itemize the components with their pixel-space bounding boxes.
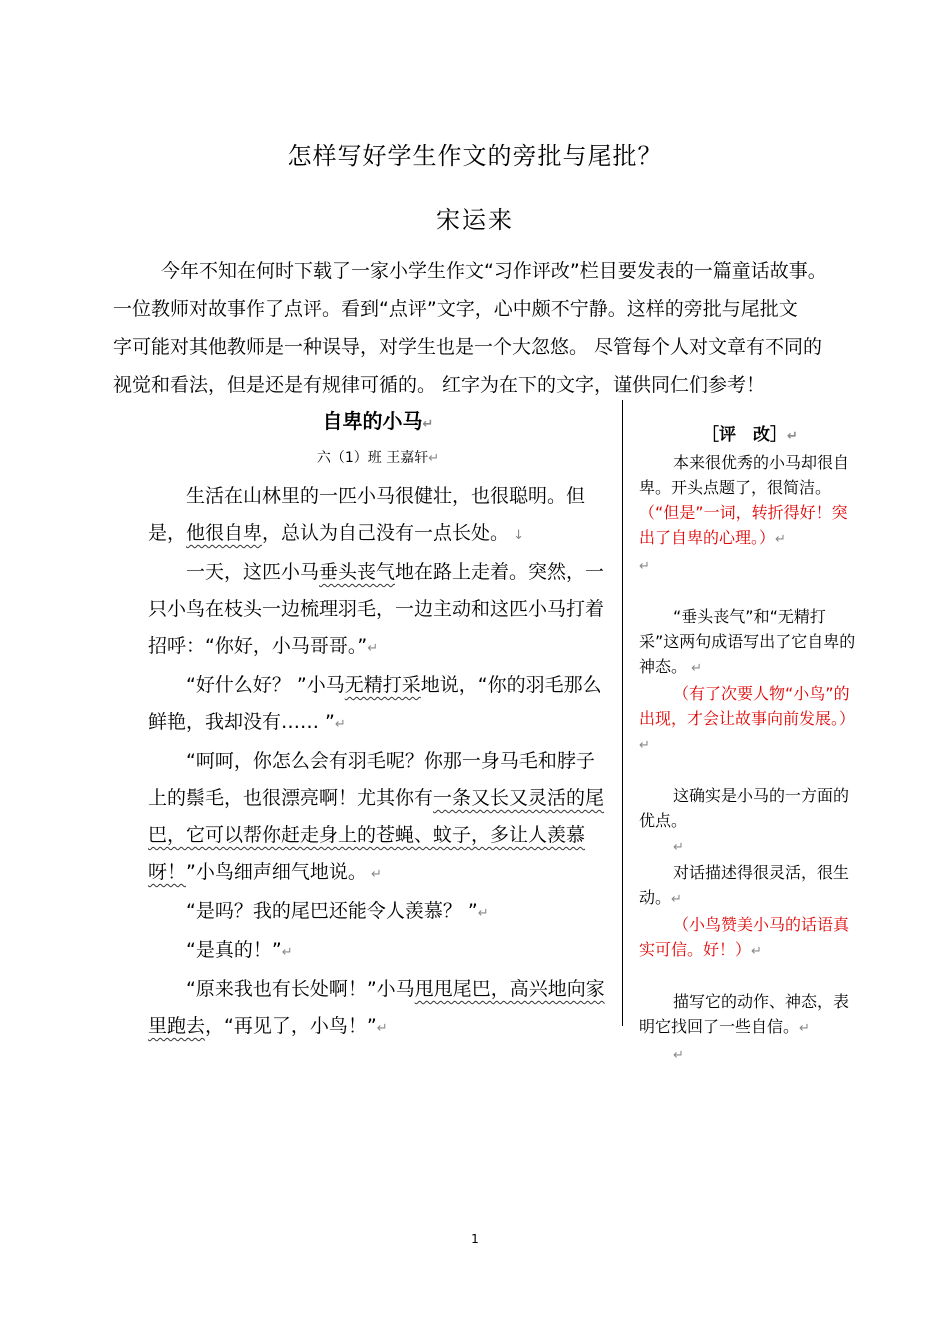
- wavy-underline-text: 他很自卑: [186, 522, 263, 544]
- comment-block: “垂头丧气”和“无精打采”这两句成语写出了它自卑的神态。 ↵: [639, 607, 856, 676]
- essay-byline: 六（1）班 王嘉轩↵: [316, 450, 440, 466]
- essay-paragraph: 一天，这匹小马垂头丧气地在路上走着。突然，一只小鸟在枝头一边梳理羽毛，一边主动和这匹小马打着招呼：“你好，小马哥哥。”↵: [148, 561, 605, 657]
- comment-block: 描写它的动作、神态，表明它找回了一些自信。↵: [639, 992, 850, 1036]
- essay-paragraph: “好什么好？ ”小马无精打采地说，“你的羽毛那么鲜艳，我却没有…… ”↵: [148, 674, 602, 733]
- essay-paragraph: “呵呵，你怎么会有羽毛呢？你那一身马毛和脖子上的鬃毛，也很漂亮啊！尤其你有一条又长又灵活的尾巴，它可以帮你赶走身上的苍蝇、蚊子，多让人羡慕呀！”小鸟细声细气地说。 ↵: [148, 750, 605, 883]
- page-number: 1: [471, 1232, 479, 1246]
- essay-paragraph: “是真的！”↵: [186, 939, 293, 961]
- wavy-underline-text: 甩甩尾巴，高兴地向家里跑去: [148, 978, 605, 1037]
- blank-line: ↵: [639, 559, 650, 574]
- intro-paragraph: [113, 252, 843, 404]
- red-annotation: （“但是”一词，转折得好！突出了自卑的心理。）: [639, 503, 848, 547]
- blank-line: ↵: [673, 1048, 684, 1063]
- wavy-underline-text: 一条又长又灵活的尾巴，它可以帮你赶走身上的苍蝇、蚊子，多让人羡慕呀！: [148, 787, 605, 883]
- column-divider: [622, 400, 623, 1026]
- blank-line: ↵: [673, 840, 684, 855]
- comment-block: 这确实是小马的一方面的优点。: [639, 786, 850, 830]
- red-annotation: （有了次要人物“小鸟”的出现，才会让故事向前发展。）↵: [639, 684, 856, 753]
- essay-paragraph: “原来我也有长处啊！”小马甩甩尾巴，高兴地向家里跑去，“再见了，小鸟！”↵: [148, 978, 605, 1037]
- comments-column: [639, 420, 861, 1068]
- essay-paragraph: “是吗？我的尾巴还能令人羡慕？ ”↵: [186, 900, 489, 922]
- comment-block: 本来很优秀的小马却很自卑。开头点题了，很简洁。（“但是”一词，转折得好！突出了自卑的心理。）↵: [639, 453, 850, 547]
- red-annotation: （小鸟赞美小马的话语真实可信。好！）↵: [639, 915, 850, 959]
- essay-paragraph: 生活在山林里的一匹小马很健壮，也很聪明。但是，他很自卑，总认为自己没有一点长处。 ↓: [148, 485, 586, 544]
- intro-line: 今年不知在何时下载了一家小学生作文“习作评改”栏目要发表的一篇童话故事。: [161, 260, 827, 282]
- document-title: 怎样写好学生作文的旁批与尾批？: [287, 142, 663, 170]
- blank-line: [639, 579, 861, 604]
- essay-column: [148, 404, 608, 1047]
- wavy-underline-text: 垂头丧气: [319, 561, 396, 583]
- blank-line: [639, 964, 861, 989]
- intro-line: 一位教师对故事作了点评。看到“点评”文字，心中颇不宁静。这样的旁批与尾批文: [113, 298, 798, 320]
- blank-line: [639, 758, 861, 783]
- intro-line: 视觉和看法，但是还是有规律可循的。 红字为在下的文字，谨供同仁们参考！: [113, 374, 766, 396]
- author-name: 宋运来: [436, 206, 514, 234]
- essay-title: 自卑的小马↵: [322, 409, 434, 433]
- comment-block: 对话描述得很灵活，很生动。↵: [639, 863, 850, 907]
- comments-header: ［评 改］↵: [702, 425, 798, 445]
- wavy-underline-text: 无精打采: [344, 674, 421, 696]
- intro-line: 字可能对其他教师是一种误导，对学生也是一个大忽悠。 尽管每个人对文章有不同的: [113, 336, 823, 358]
